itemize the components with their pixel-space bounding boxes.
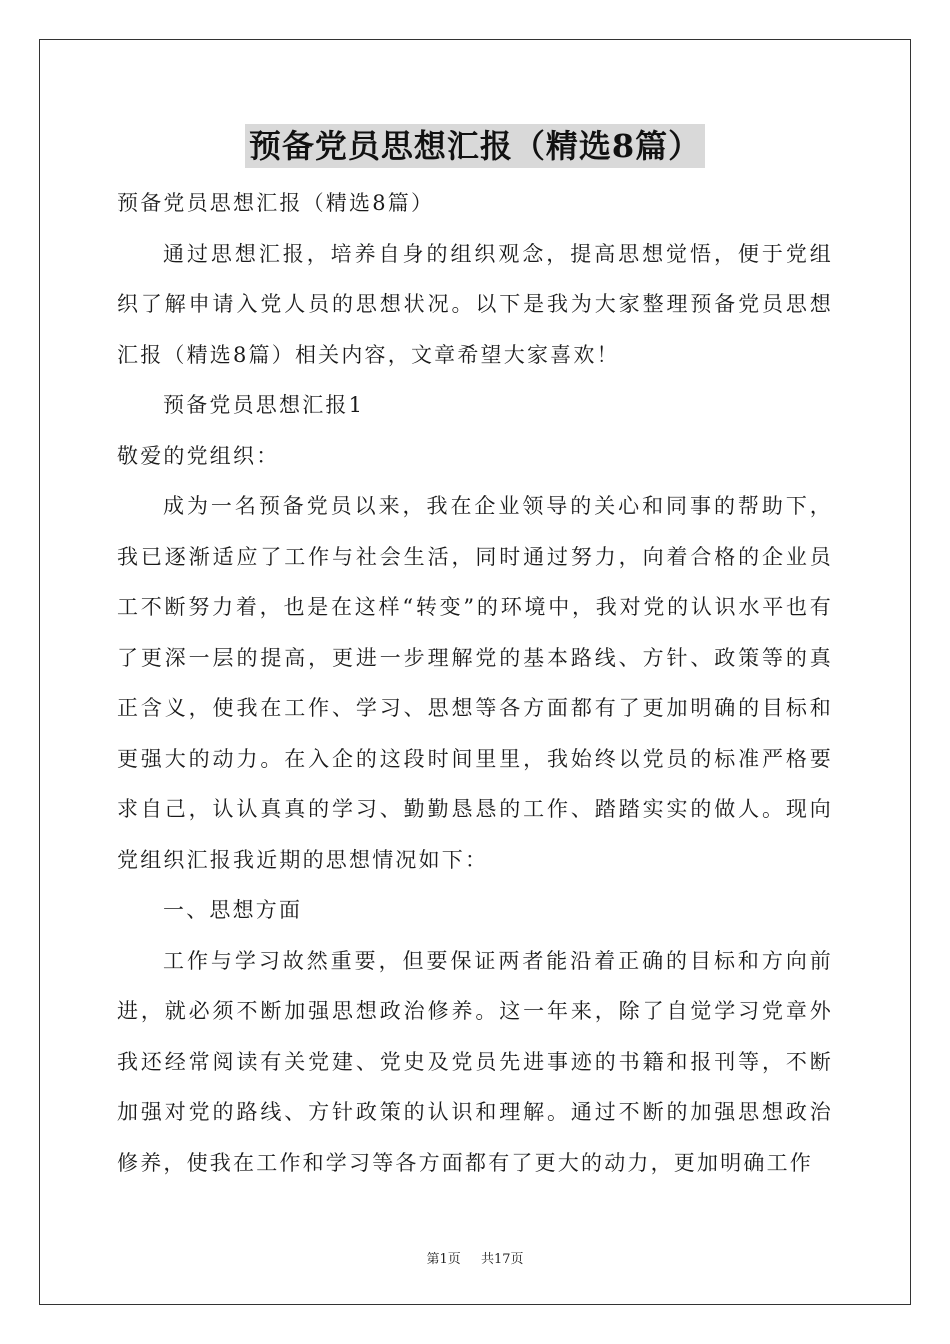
paragraph-body-2: 工作与学习故然重要，但要保证两者能沿着正确的目标和方向前进，就必须不断加强思想政治修养。这一年来，除了自觉学习党章外我还经常阅读有关党建、党史及党员先进事迹的书籍和报刊等，不断加强对党的路线、方针政策的认识和理解。通过不断的加强思想政治修养，使我在工作和学习等各方面都有了更大的动力，更加明确工作 — [117, 948, 833, 1175]
page-footer — [0, 1248, 950, 1267]
paragraph-body-1: 成为一名预备党员以来，我在企业领导的关心和同事的帮助下，我已逐渐适应了工作与社会生活，同时通过努力，向着合格的企业员工不断努力着，也是在这样“转变”的环境中，我对党的认识水平也有了更深一层的提高，更进一步理解党的基本路线、方针、政策等的真正含义，使我在工作、学习、思想等各方面都有了更加明确的目标和更强大的动力。在入企的这段时间里里，我始终以党员的标准严格要求自己，认认真真的学习、勤勤恳恳的工作、踏踏实实的做人。现向党组织汇报我近期的思想情况如下： — [117, 494, 833, 872]
section-heading-report-1: 预备党员思想汇报1 — [163, 393, 365, 417]
paragraph-intro: 通过思想汇报，培养自身的组织观念，提高思想觉悟，便于党组织了解申请入党人员的思想状况。以下是我为大家整理预备党员思想汇报（精选8篇）相关内容，文章希望大家喜欢！ — [117, 241, 833, 367]
document-title: 预备党员思想汇报（精选8篇） — [245, 124, 705, 168]
page-number: 第1页 — [426, 1252, 461, 1267]
salutation: 敬爱的党组织： — [117, 443, 280, 468]
section-heading-thought: 一、思想方面 — [163, 898, 303, 922]
document-body — [117, 178, 833, 1188]
total-pages: 共17页 — [480, 1252, 524, 1267]
title-container — [0, 124, 950, 168]
paragraph-subtitle: 预备党员思想汇报（精选8篇） — [117, 191, 435, 215]
